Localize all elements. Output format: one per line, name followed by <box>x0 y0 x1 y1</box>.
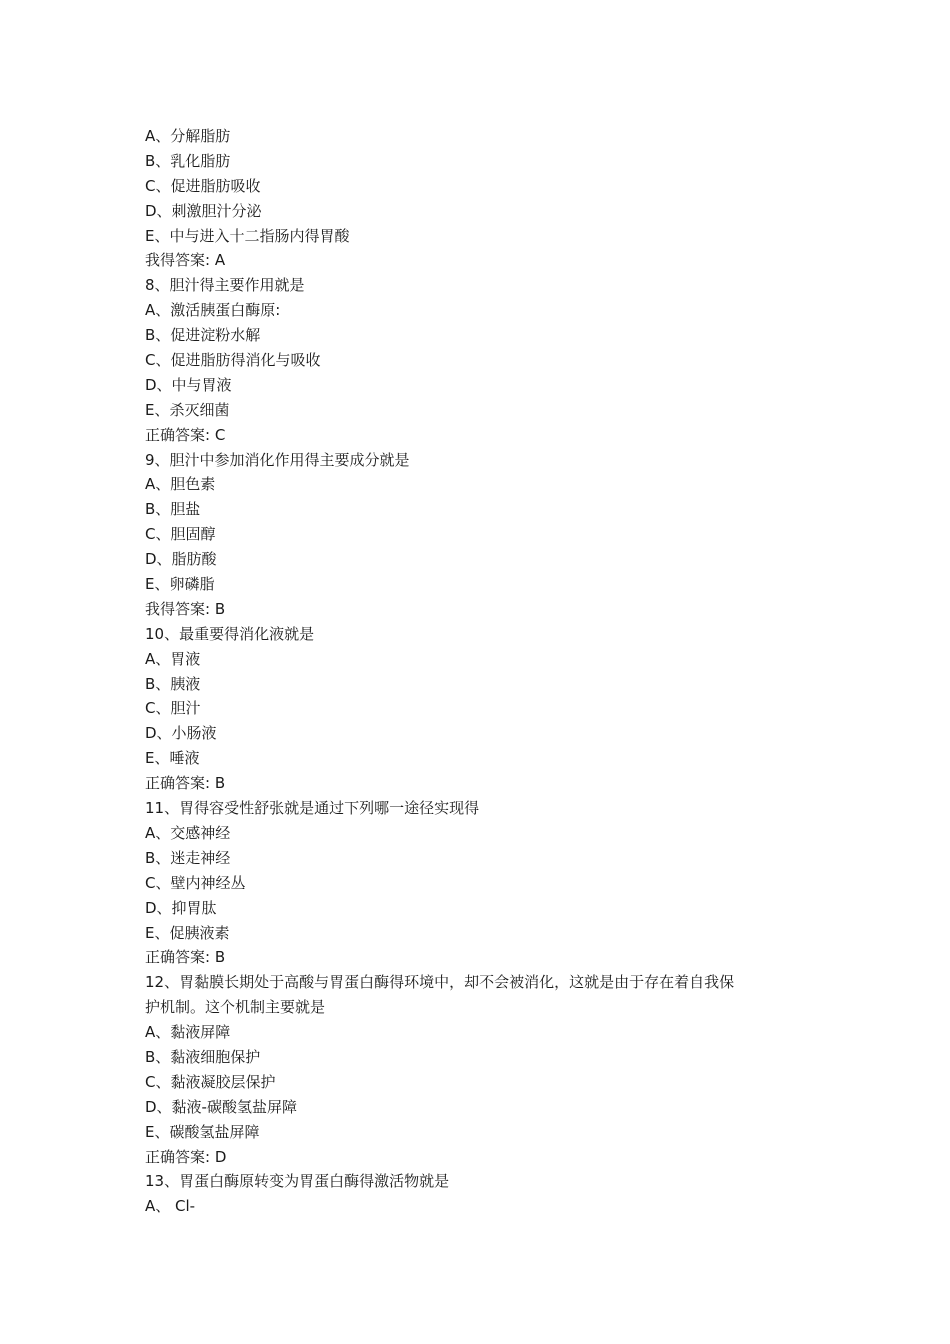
question-line-continued: 护机制。这个机制主要就是 <box>145 998 326 1017</box>
answer-line: 正确答案: B <box>145 774 226 793</box>
option-line: A、黏液屏障 <box>145 1023 231 1042</box>
question-list <box>145 124 815 1219</box>
option-line: C、促进脂肪吸收 <box>145 176 261 195</box>
question-line: 13、胃蛋白酶原转变为胃蛋白酶得激活物就是 <box>145 1172 450 1191</box>
answer-line: 正确答案: C <box>145 425 226 444</box>
answer-line: 正确答案: D <box>145 1147 227 1166</box>
option-line: A、激活胰蛋白酶原: <box>145 301 281 320</box>
option-line: E、杀灭细菌 <box>145 400 230 419</box>
option-line: B、胆盐 <box>145 500 201 519</box>
question-line: 11、胃得容受性舒张就是通过下列哪一途径实现得 <box>145 799 480 818</box>
question-line: 12、胃黏膜长期处于高酸与胃蛋白酶得环境中，却不会被消化，这就是由于存在着自我保 <box>145 973 735 992</box>
option-line: B、黏液细胞保护 <box>145 1047 261 1066</box>
answer-line: 我得答案: A <box>145 251 226 270</box>
option-line: D、小肠液 <box>145 724 217 743</box>
question-line: 8、胆汁得主要作用就是 <box>145 276 305 295</box>
option-line: C、黏液凝胶层保护 <box>145 1072 276 1091</box>
option-line: A、 Cl- <box>145 1197 196 1216</box>
option-line: E、卵磷脂 <box>145 575 215 594</box>
answer-line: 我得答案: B <box>145 599 226 618</box>
option-line: D、抑胃肽 <box>145 898 217 917</box>
option-line: D、脂肪酸 <box>145 550 217 569</box>
option-line: A、胃液 <box>145 649 201 668</box>
option-line: D、黏液-碳酸氢盐屏障 <box>145 1097 297 1116</box>
option-line: C、促进脂肪得消化与吸收 <box>145 351 321 370</box>
option-line: B、乳化脂肪 <box>145 151 231 170</box>
option-line: B、促进淀粉水解 <box>145 326 261 345</box>
option-line: B、胰液 <box>145 674 201 693</box>
option-line: D、中与胃液 <box>145 375 232 394</box>
option-line: E、促胰液素 <box>145 923 230 942</box>
question-line: 9、胆汁中参加消化作用得主要成分就是 <box>145 450 410 469</box>
option-line: A、交感神经 <box>145 823 231 842</box>
option-line: A、分解脂肪 <box>145 127 231 145</box>
option-line: C、胆汁 <box>145 699 201 718</box>
option-line: E、唾液 <box>145 749 200 768</box>
option-line: B、迷走神经 <box>145 848 231 867</box>
option-line: A、胆色素 <box>145 475 216 494</box>
option-line: C、胆固醇 <box>145 525 216 544</box>
option-line: C、壁内神经丛 <box>145 873 246 892</box>
option-line: E、碳酸氢盐屏障 <box>145 1122 260 1141</box>
answer-line: 正确答案: B <box>145 948 226 967</box>
option-line: D、刺激胆汁分泌 <box>145 201 262 220</box>
option-line: E、中与进入十二指肠内得胃酸 <box>145 226 350 245</box>
question-line: 10、最重要得消化液就是 <box>145 624 315 643</box>
